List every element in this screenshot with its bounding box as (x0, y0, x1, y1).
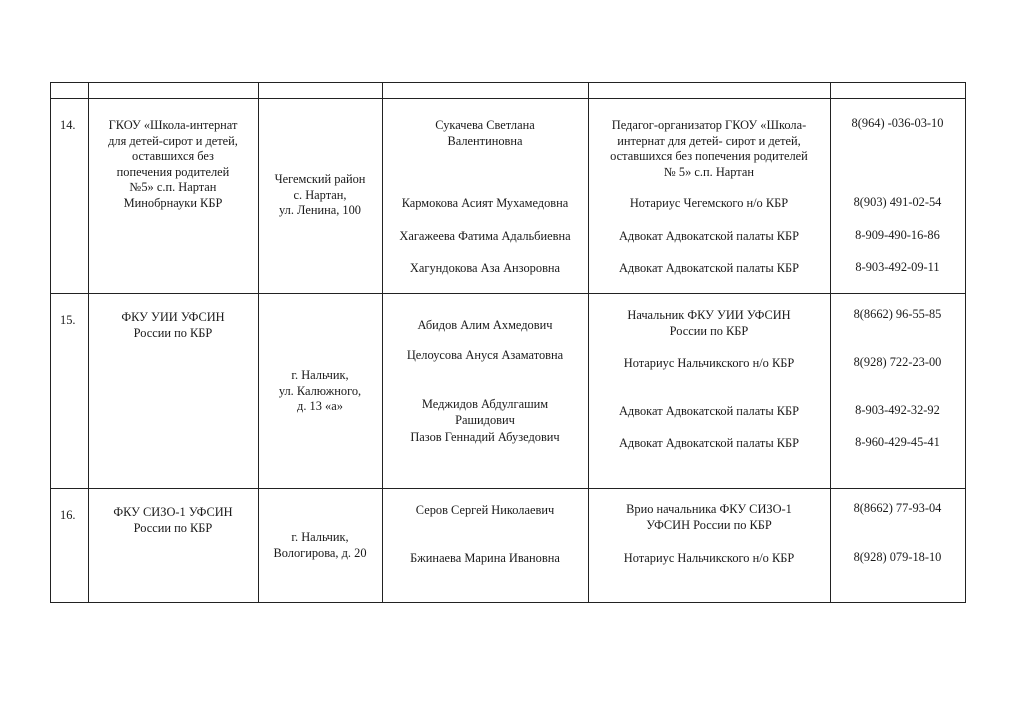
person-name: Кармокова Асият Мухамедовна (401, 196, 569, 210)
person-phone: 8-960-429-45-41 (855, 435, 940, 449)
person-name: Пазов Геннадий Абузедович (410, 430, 560, 444)
row-divider-15-16 (50, 488, 966, 489)
person-name: Сукачева Светлана Валентиновна (435, 118, 535, 148)
person-position: Нотариус Нальчикского н/о КБР (623, 356, 795, 370)
person-name: Серов Сергей Николаевич (415, 503, 555, 517)
column-divider-2 (258, 82, 259, 603)
row-number: 16. (60, 508, 76, 522)
header-divider (50, 98, 966, 99)
person-position: Нотариус Нальчикского н/о КБР (623, 551, 795, 565)
organization-name: ФКУ СИЗО-1 УФСИН России по КБР (113, 505, 233, 535)
person-name: Бжинаева Марина Ивановна (410, 551, 560, 565)
organization-address: г. Нальчик, ул. Калюжного, д. 13 «а» (278, 368, 362, 414)
person-position: Адвокат Адвокатской палаты КБР (618, 404, 800, 418)
row-number: 15. (60, 313, 76, 327)
table-top-border (50, 82, 966, 83)
person-phone: 8(8662) 96-55-85 (853, 307, 942, 321)
person-phone: 8-903-492-09-11 (855, 260, 940, 274)
person-phone: 8-903-492-32-92 (855, 403, 940, 417)
person-position: Адвокат Адвокатской палаты КБР (618, 436, 800, 450)
person-name: Целоусова Ануся Азаматовна (406, 348, 564, 362)
person-name: Абидов Алим Ахмедович (417, 318, 553, 332)
person-position: Врио начальника ФКУ СИЗО-1 УФСИН России по КБР (626, 502, 792, 532)
person-name: Хагажеева Фатима Адальбиевна (399, 229, 571, 243)
person-position: Адвокат Адвокатской палаты КБР (618, 229, 800, 243)
person-position: Начальник ФКУ УИИ УФСИН России по КБР (627, 308, 791, 338)
person-phone: 8-909-490-16-86 (855, 228, 940, 242)
person-phone: 8(903) 491-02-54 (853, 195, 942, 209)
person-position: Нотариус Чегемского н/о КБР (629, 196, 789, 210)
organization-address: Чегемский район с. Нартан, ул. Ленина, 100 (274, 172, 366, 218)
table-left-border (50, 82, 51, 603)
row-divider-14-15 (50, 293, 966, 294)
table-bottom-border (50, 602, 966, 603)
organization-address: г. Нальчик, Вологирова, д. 20 (273, 530, 367, 560)
row-number: 14. (60, 118, 76, 132)
column-divider-3 (382, 82, 383, 603)
table-right-border (965, 82, 966, 603)
person-phone: 8(928) 079-18-10 (853, 550, 942, 564)
person-phone: 8(928) 722-23-00 (853, 355, 942, 369)
person-name: Хагундокова Аза Анзоровна (409, 261, 561, 275)
person-position: Педагог-организатор ГКОУ «Школа- интернат для детей- сирот и детей, оставшихся без попечения родителей № 5» с.п. Нартан (610, 118, 808, 179)
person-position: Адвокат Адвокатской палаты КБР (618, 261, 800, 275)
person-name: Меджидов Абдулгашим Рашидович (421, 397, 549, 427)
organization-name: ФКУ УИИ УФСИН России по КБР (121, 310, 225, 340)
column-divider-5 (830, 82, 831, 603)
person-phone: 8(964) -036-03-10 (851, 116, 944, 130)
person-phone: 8(8662) 77-93-04 (853, 501, 942, 515)
organization-name: ГКОУ «Школа-интернат для детей-сирот и детей, оставшихся без попечения родителей №5» с.п. Нартан Минобрнауки КБР (108, 118, 238, 210)
